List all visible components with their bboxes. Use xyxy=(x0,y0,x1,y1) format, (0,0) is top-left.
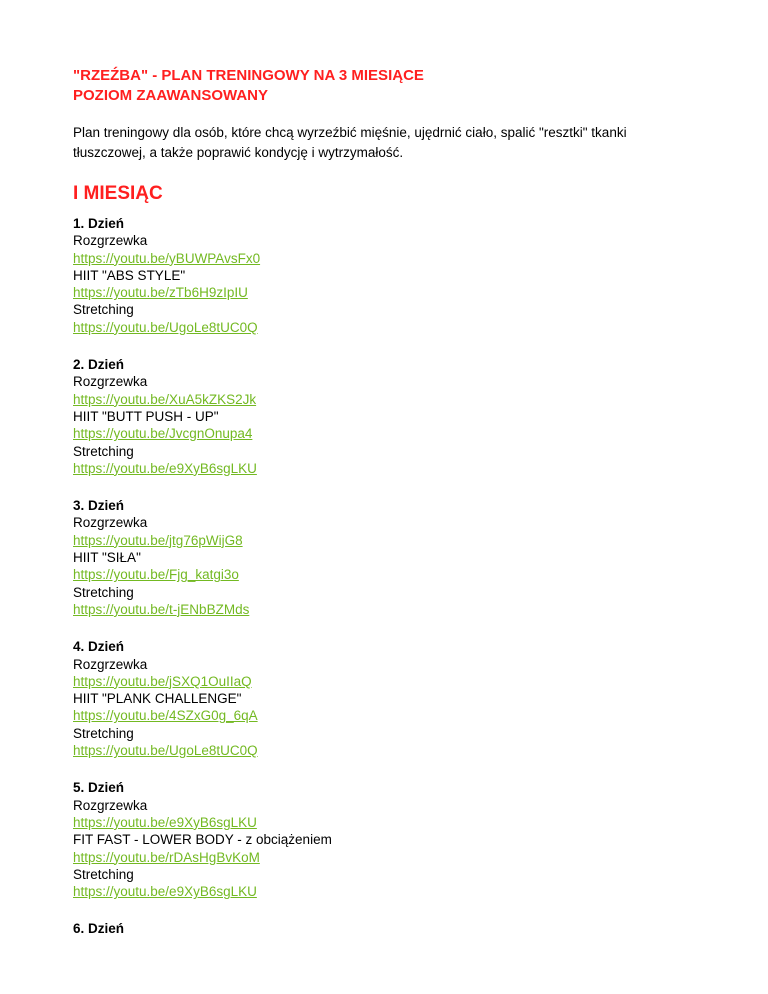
day-block xyxy=(73,215,693,336)
video-link[interactable]: https://youtu.be/e9XyB6sgLKU xyxy=(73,814,257,830)
video-link[interactable]: https://youtu.be/Fjg_katgi3o xyxy=(73,567,239,583)
exercise-label: Stretching xyxy=(73,725,134,741)
day-heading: 3. Dzień xyxy=(73,498,125,514)
video-link[interactable]: https://youtu.be/yBUWPAvsFx0 xyxy=(73,250,261,266)
video-link[interactable]: https://youtu.be/zTb6H9zIpIU xyxy=(73,285,248,301)
video-link[interactable]: https://youtu.be/e9XyB6sgLKU xyxy=(73,884,257,900)
day-heading: 5. Dzień xyxy=(73,780,125,796)
day-block xyxy=(73,356,693,477)
exercise-label: Rozgrzewka xyxy=(73,374,148,390)
video-link[interactable]: https://youtu.be/t-jENbBZMds xyxy=(73,601,250,617)
days-list xyxy=(73,215,693,938)
exercise-label: Stretching xyxy=(73,302,134,318)
video-link[interactable]: https://youtu.be/jtg76pWijG8 xyxy=(73,532,243,548)
video-link[interactable]: https://youtu.be/JvcgnOnupa4 xyxy=(73,426,253,442)
exercise-label: HIIT "ABS STYLE" xyxy=(73,267,186,283)
video-link[interactable]: https://youtu.be/rDAsHgBvKoM xyxy=(73,849,260,865)
video-link[interactable]: https://youtu.be/UgoLe8tUC0Q xyxy=(73,319,258,335)
video-link[interactable]: https://youtu.be/4SZxG0g_6qA xyxy=(73,708,258,724)
exercise-label: Rozgrzewka xyxy=(73,515,148,531)
video-link[interactable]: https://youtu.be/e9XyB6sgLKU xyxy=(73,460,257,476)
day-heading: 2. Dzień xyxy=(73,357,125,373)
exercise-label: Rozgrzewka xyxy=(73,656,148,672)
exercise-label: Stretching xyxy=(73,443,134,459)
exercise-label: Rozgrzewka xyxy=(73,797,148,813)
intro-paragraph: Plan treningowy dla osób, które chcą wyrzeźbić mięśnie, ujędrnić ciało, spalić "resztki" tkanki tłuszczowej, a także poprawić kondycję i wytrzymałość. xyxy=(73,125,627,160)
video-link[interactable]: https://youtu.be/XuA5kZKS2Jk xyxy=(73,391,257,407)
day-heading: 6. Dzień xyxy=(73,921,125,937)
day-block xyxy=(73,497,693,618)
exercise-label: HIIT "BUTT PUSH - UP" xyxy=(73,408,219,424)
document-page xyxy=(73,66,693,958)
section-heading-month-1: I MIESIĄC xyxy=(73,183,163,204)
day-heading: 4. Dzień xyxy=(73,639,125,655)
video-link[interactable]: https://youtu.be/UgoLe8tUC0Q xyxy=(73,743,258,759)
day-heading: 1. Dzień xyxy=(73,216,125,231)
day-block xyxy=(73,779,693,900)
day-block xyxy=(73,920,693,937)
exercise-label: HIIT "PLANK CHALLENGE" xyxy=(73,691,242,707)
exercise-label: HIIT "SIŁA" xyxy=(73,550,141,566)
video-link[interactable]: https://youtu.be/jSXQ1OuIIaQ xyxy=(73,673,252,689)
exercise-label: Stretching xyxy=(73,584,134,600)
day-block xyxy=(73,638,693,759)
document-title-line-2: POZIOM ZAAWANSOWANY xyxy=(73,87,268,104)
exercise-label: FIT FAST - LOWER BODY - z obciążeniem xyxy=(73,832,332,848)
exercise-label: Stretching xyxy=(73,866,134,882)
exercise-label: Rozgrzewka xyxy=(73,233,148,249)
document-title-line-1: "RZEŹBA" - PLAN TRENINGOWY NA 3 MIESIĄCE xyxy=(73,67,424,84)
